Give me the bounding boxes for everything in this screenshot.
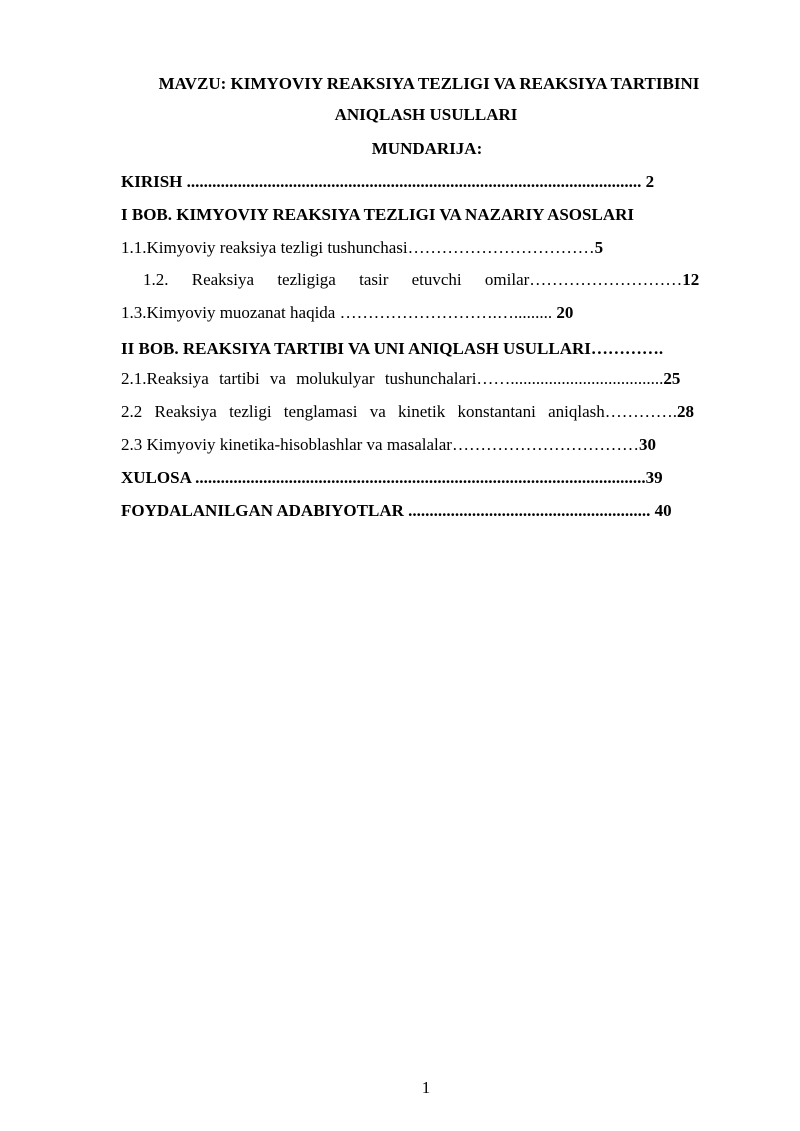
toc-entry-2-3 — [121, 435, 656, 455]
contents-heading: MUNDARIJA: — [371, 139, 483, 158]
document-title-line1: MAVZU: KIMYOVIY REAKSIYA TEZLIGI VA REAKSIYA TARTIBINI — [158, 74, 700, 93]
toc-entry-text: 2.1.Reaksiya tartibi va molukulyar tushunchalari…….................................... — [121, 369, 664, 388]
toc-entry-text: I BOB. KIMYOVIY REAKSIYA TEZLIGI VA NAZARIY ASOSLARI — [121, 205, 634, 224]
toc-entry-xulosa — [121, 468, 663, 488]
toc-entry-1-3 — [121, 303, 573, 323]
toc-entry-page: 30 — [638, 435, 656, 454]
toc-entry-text: XULOSA .......................................................................................................... — [121, 468, 646, 487]
toc-entry-chapter2 — [121, 339, 663, 359]
page-number: 1 — [421, 1078, 431, 1097]
toc-entry-page: 5 — [594, 238, 604, 257]
toc-entry-page: 20 — [556, 303, 574, 322]
toc-entry-chapter1 — [121, 205, 634, 225]
toc-entry-text: KIRISH ........................................................................................................... — [121, 172, 642, 191]
toc-entry-page: 40 — [650, 501, 672, 520]
toc-entry-2-2 — [121, 402, 694, 422]
toc-entry-text: 2.3 Kimyoviy kinetika-hisoblashlar va masalalar…………………………… — [121, 435, 639, 454]
toc-entry-page: 39 — [645, 468, 663, 487]
toc-entry-text: II BOB. REAKSIYA TARTIBI VA UNI ANIQLASH USULLARI…………. — [121, 339, 664, 358]
toc-entry-page: 28 — [676, 402, 694, 421]
toc-entry-page: 2 — [641, 172, 655, 191]
toc-entry-text: 1.3.Kimyoviy muozanat haqida ……………………….…......... — [121, 303, 557, 322]
toc-entry-adabiyotlar — [121, 501, 672, 521]
toc-entry-2-1 — [121, 369, 680, 389]
toc-entry-page: 12 — [682, 270, 700, 289]
document-title-line2: ANIQLASH USULLARI — [334, 105, 518, 124]
toc-entry-text: 1.2. Reaksiya tezligiga tasir etuvchi omilar……………………… — [143, 270, 683, 289]
toc-entry-text: FOYDALANILGAN ADABIYOTLAR ......................................................... — [121, 501, 651, 520]
toc-entry-text: 2.2 Reaksiya tezligi tenglamasi va kinetik konstantani aniqlash…………. — [121, 402, 677, 421]
toc-entry-kirish — [121, 172, 654, 192]
toc-entry-1-1 — [121, 238, 603, 258]
toc-entry-text: 1.1.Kimyoviy reaksiya tezligi tushunchasi…………………………… — [121, 238, 595, 257]
toc-entry-1-2 — [143, 270, 699, 290]
toc-entry-page: 25 — [663, 369, 681, 388]
